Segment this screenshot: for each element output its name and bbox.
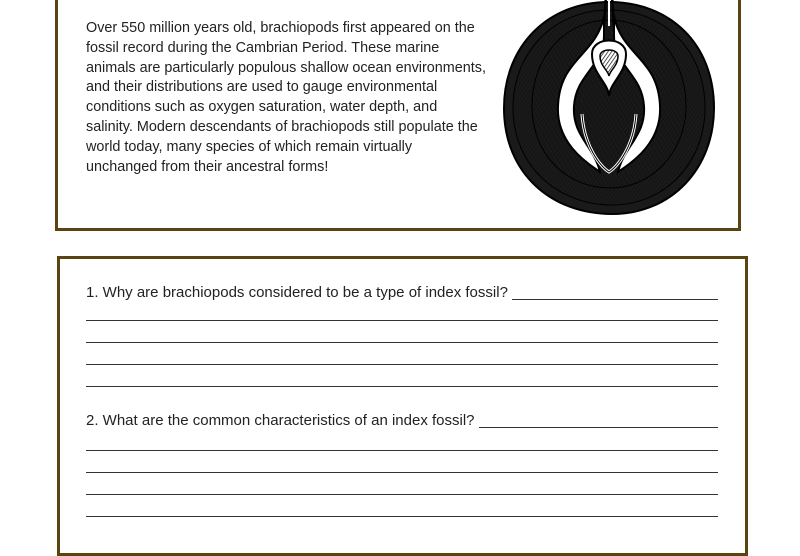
question-1-text: 1. Why are brachiopods considered to be a type of index fossil? — [86, 284, 508, 301]
question-2-inline-answer-line[interactable] — [479, 426, 718, 428]
question-1-answer-line[interactable] — [86, 342, 718, 343]
brachiopod-shell-illustration — [500, 0, 718, 218]
info-paragraph: Over 550 million years old, brachiopods first appeared on the fossil record during the Cambrian Period. These marine animals are particularly populous shallow ocean environments, and their distributions are used to gauge environmental conditions such as oxygen saturation, water depth, and salinity. Modern descendants of brachiopods still populate the world today, many species of which remain virtually unchanged from their ancestral forms! — [86, 20, 486, 175]
question-1 — [86, 283, 718, 303]
question-2-answer-line[interactable] — [86, 494, 718, 495]
question-1-inline-answer-line[interactable] — [512, 298, 718, 300]
question-2-answer-line[interactable] — [86, 516, 718, 517]
question-2 — [86, 411, 718, 431]
question-1-answer-line[interactable] — [86, 364, 718, 365]
question-2-answer-line[interactable] — [86, 450, 718, 451]
question-2-answer-line[interactable] — [86, 472, 718, 473]
question-1-answer-line[interactable] — [86, 386, 718, 387]
question-2-text: 2. What are the common characteristics of an index fossil? — [86, 412, 475, 429]
question-1-answer-line[interactable] — [86, 320, 718, 321]
